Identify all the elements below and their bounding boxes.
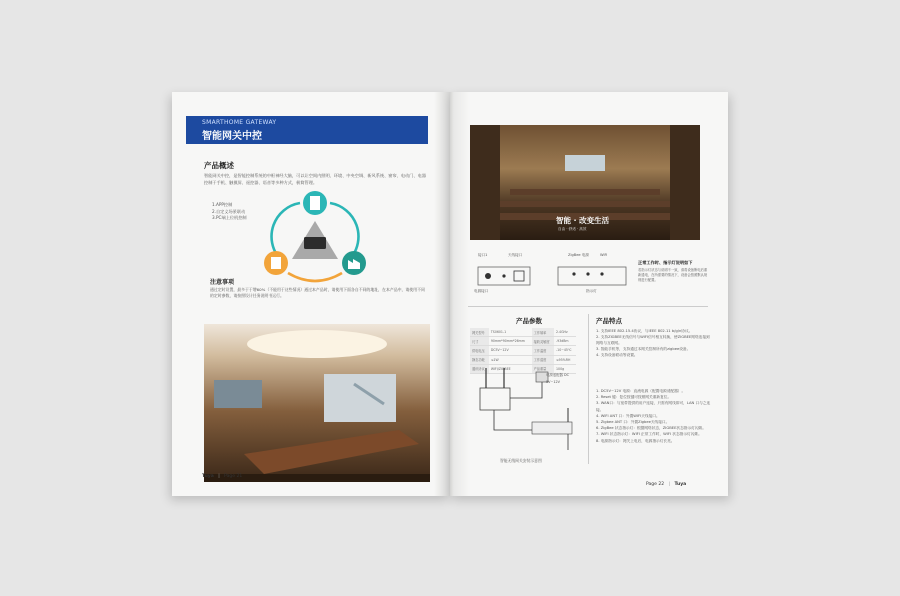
param-key: 供电电压 <box>470 346 489 355</box>
params-title: 产品参数 <box>516 317 542 325</box>
feature-item: 1.APP控制 <box>212 202 233 207</box>
brochure-spine-shadow <box>434 92 470 496</box>
param-value: 100g <box>554 364 576 373</box>
param-value: -93dBm <box>554 337 576 346</box>
features-title: 产品特点 <box>596 317 622 325</box>
cycle-arc-top-left <box>272 203 300 259</box>
interface-item: 2. Reset 键：复位按键可按照网关重新复位。 <box>596 395 672 400</box>
feature-item: 3. 智能手机等，支持通过本网关控制所有的zigbee设备。 <box>596 347 691 351</box>
feature-item: 1. 支持IEEE 802.15.4协议，与IEEE 802.11 b/g/n协议。 <box>596 329 693 333</box>
power-adapter-label: 电源适配器 DC 5V~12V <box>546 373 570 384</box>
interface-item: 5. Zigbee ANT 口：外置Zigbee天线接口。 <box>596 420 670 425</box>
ceiling-light <box>247 330 387 358</box>
conference-table <box>244 430 419 474</box>
overview-text: 智能网关中控，是智能控制系统的中枢神经大脑，可以让空间内照明、环境、中央空调、新风系统、窗帘、电动门、电器控制于手机、触摸屏、遥控器、语音等多种方式，极简管理。 <box>204 173 426 185</box>
right-page <box>450 92 728 496</box>
port-label: 天线接口 <box>508 253 523 257</box>
table-row <box>470 355 576 364</box>
port-label: 电源接口 <box>474 289 489 293</box>
gateway-device-icon <box>304 237 326 249</box>
table-row <box>470 328 576 337</box>
feature-item: 3.PC端上位机控制 <box>212 215 247 220</box>
notes-text: 通过定时设置，最多于于增60%（不能用于这些情况）通过本产品时，请使用下面各自不同的地址，在本产品中，请使用不同的定时参数，请按照设计任务说明书运行。 <box>210 287 425 298</box>
feature-item: 2.自定义场景联动 <box>212 208 246 214</box>
interface-item: 7. WIFI 状态指示灯：WIFI 正常工作时，WIFI 状态指示灯闪烁。 <box>596 432 702 437</box>
param-value: -10~45℃ <box>554 346 576 355</box>
brochure <box>172 92 732 520</box>
param-value: ≤1W <box>489 355 532 364</box>
footer-brand: Tuya <box>202 474 214 479</box>
param-value: ≤95%RH <box>554 355 576 364</box>
hero-caption-sub: 自由 · 舒适 · 高效 <box>558 227 587 231</box>
param-key: 工作湿度 <box>532 355 554 364</box>
right-curtain <box>670 125 700 240</box>
footer-divider: | <box>218 474 220 479</box>
indicator-note-text: 若指示灯状态与说明不一致，请将设备断电后重新通电，在所需要的情况下，设备会按照默认规则进行配置。 <box>638 268 708 282</box>
footer-brand: Tuya <box>674 482 687 487</box>
power-indicator-icon <box>586 272 589 275</box>
param-key: 网关型号 <box>470 328 489 337</box>
interface-item: 4. WIFI ANT 口：外置WIFI天线接口。 <box>596 413 660 418</box>
zigbee-indicator-icon <box>572 272 575 275</box>
wifi-indicator-icon <box>600 272 603 275</box>
overview-title: 产品概述 <box>204 161 234 170</box>
interface-item: 8. 电源指示灯：网关上电后，电源指示灯长亮。 <box>596 438 675 443</box>
feature-list <box>212 202 247 222</box>
param-key: 工作温度 <box>532 346 554 355</box>
port-label: 接口1 <box>478 253 488 257</box>
left-footer <box>202 474 242 479</box>
cycle-arc-top-right <box>330 203 358 259</box>
install-caption: 智能无线网关安装示意图 <box>500 458 542 463</box>
indicator-label: 指示灯 <box>586 289 597 293</box>
device-interface-diagram <box>470 252 650 302</box>
table-row <box>470 346 576 355</box>
column-divider <box>588 314 589 464</box>
param-key: 静态功耗 <box>470 355 489 364</box>
indicator-note-title: 正常工作时、指示灯说明如下 <box>638 260 693 265</box>
param-key: 通讯协议 <box>470 364 489 373</box>
indicator-label: WiFi <box>600 253 608 257</box>
interface-list <box>596 388 712 444</box>
param-value: WIFI/ZIGBEE <box>489 364 532 373</box>
param-value: TS0601-1 <box>489 328 532 337</box>
footer-page-number: Page 21 <box>224 474 243 479</box>
left-curtain <box>470 125 500 240</box>
indicator-label: ZigBee 电源 <box>568 253 589 257</box>
device-top-view <box>558 267 626 285</box>
param-key: 产品重量 <box>532 364 554 373</box>
wall-artwork <box>214 380 262 408</box>
param-value: DC5V~12V <box>489 346 532 355</box>
cycle-arc-bottom <box>288 273 342 281</box>
reset-button-icon <box>502 274 505 277</box>
projection-screen <box>324 374 396 422</box>
banner-english-title: SMARTHOME GATEWAY <box>202 119 277 126</box>
notes-title: 注意事项 <box>210 279 235 286</box>
router-icon <box>532 422 572 434</box>
features-list <box>596 328 712 358</box>
banner-chinese-title: 智能网关中控 <box>202 131 262 142</box>
hero-caption-main: 智能 · 改变生活 <box>556 216 610 225</box>
gateway-device <box>480 388 510 410</box>
section-divider <box>468 306 708 307</box>
conference-room-photo <box>204 324 430 482</box>
ethernet-port-icon <box>514 271 524 281</box>
stage-screen <box>565 155 605 171</box>
conference-room-illustration <box>204 324 430 482</box>
param-key: 工作频率 <box>532 328 554 337</box>
interface-item: 6. ZigBee 状态指示灯：根据网络状态，ZIGBEE状态指示灯闪烁。 <box>596 426 706 431</box>
interface-item: 3. WAN口：与宽带提供的用户连接，只需有网线即可，LAN 口与之连接。 <box>596 401 711 412</box>
right-footer <box>646 482 686 487</box>
feature-item: 4. 支持设备联动等设置。 <box>596 353 638 357</box>
param-value: 2.4GHz <box>554 328 576 337</box>
gateway-cycle-diagram <box>260 189 370 289</box>
table-row <box>470 337 576 346</box>
power-port-icon <box>485 273 491 279</box>
param-key: 尺寸 <box>470 337 489 346</box>
feature-item: 2. 支持ZIGBEE无线信号与WIFI信号相互转换，使ZIGBEE网络连接到网络与互联网。 <box>596 335 710 345</box>
auditorium-photo <box>470 125 700 240</box>
interface-item: 1. DC5V~12V 电源：直流电源（配置电源适配器）。 <box>596 389 686 393</box>
network-cable <box>494 410 534 430</box>
left-page <box>172 92 450 496</box>
param-value: 90mm*90mm*26mm <box>489 337 532 346</box>
param-key: 接收灵敏度 <box>532 337 554 346</box>
footer-divider: | <box>668 482 671 487</box>
building-icon-shape <box>310 196 320 210</box>
office-icon-shape <box>271 257 281 269</box>
footer-page-number: Page 22 <box>646 482 665 487</box>
